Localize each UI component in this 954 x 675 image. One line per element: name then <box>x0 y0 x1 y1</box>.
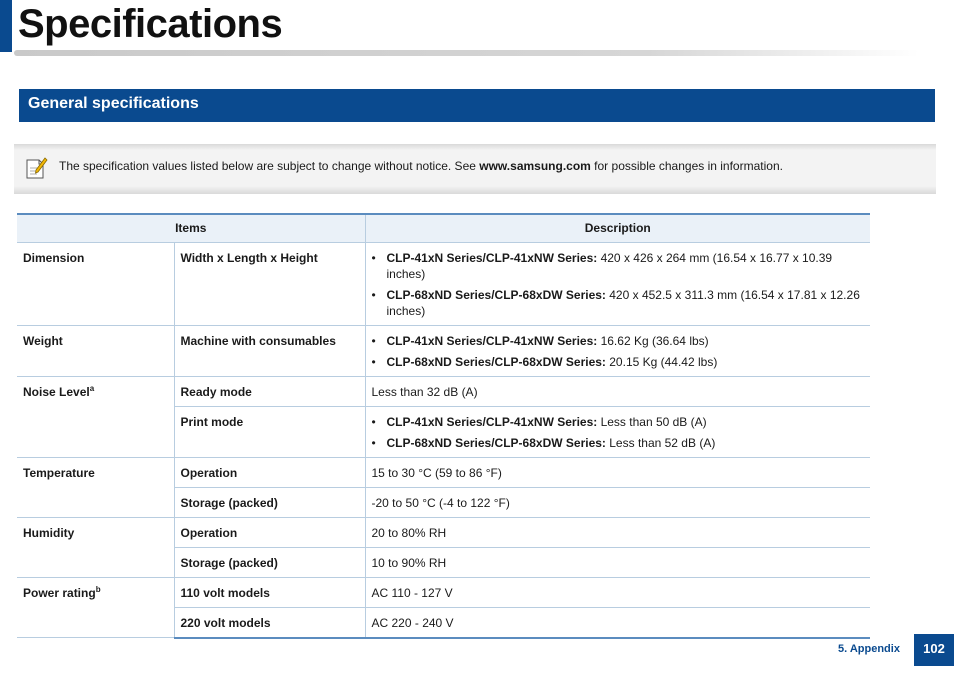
row-sub-print-mode: Print mode <box>174 406 365 457</box>
row-value-weight <box>365 325 870 376</box>
note-pencil-icon <box>24 155 48 181</box>
row-value-hum-storage: 10 to 90% RH <box>365 547 870 577</box>
samsung-link[interactable]: www.samsung.com <box>479 159 591 173</box>
row-sub-hum-storage: Storage (packed) <box>174 547 365 577</box>
note-text: The specification values listed below are subject to change without notice. See www.samsung.com for possible changes in information. <box>59 159 783 173</box>
header-accent-bar <box>0 0 12 52</box>
list-item: • CLP-68xND Series/CLP-68xDW Series: Less than 52 dB (A) <box>372 435 865 451</box>
table-header-row <box>17 214 870 242</box>
footer-section-label: 5. Appendix <box>838 643 900 655</box>
section-header <box>19 89 935 122</box>
row-label-temperature: Temperature <box>17 457 174 517</box>
row-value-dimension <box>365 242 870 325</box>
row-value-hum-operation: 20 to 80% RH <box>365 517 870 547</box>
list-item: • CLP-41xN Series/CLP-41xNW Series: 16.62 Kg (36.64 lbs) <box>372 333 865 349</box>
note-box <box>14 144 936 194</box>
header-description: Description <box>365 214 870 242</box>
table-row <box>17 242 870 325</box>
row-sub-hum-operation: Operation <box>174 517 365 547</box>
spec-table <box>17 213 870 639</box>
list-item: • CLP-68xND Series/CLP-68xDW Series: 420 x 452.5 x 311.3 mm (16.54 x 17.81 x 12.26 inches) <box>372 287 865 319</box>
section-title: General specifications <box>28 95 199 112</box>
row-label-noise: Noise Level$^a$ <box>17 376 174 457</box>
list-item: • CLP-68xND Series/CLP-68xDW Series: 20.15 Kg (44.42 lbs) <box>372 354 865 370</box>
row-value-print-mode <box>365 406 870 457</box>
row-label-power: Power rating$^b$ <box>17 577 174 638</box>
table-row <box>17 325 870 376</box>
table-row <box>17 376 870 406</box>
page-title: Specifications <box>18 2 283 46</box>
row-sub-temp-storage: Storage (packed) <box>174 487 365 517</box>
row-label-humidity: Humidity <box>17 517 174 577</box>
table-row <box>17 517 870 547</box>
list-item: • CLP-41xN Series/CLP-41xNW Series: Less than 50 dB (A) <box>372 414 865 430</box>
row-label-dimension: Dimension <box>17 242 174 325</box>
title-divider <box>14 50 919 56</box>
list-item: • CLP-41xN Series/CLP-41xNW Series: 420 x 426 x 264 mm (16.54 x 16.77 x 10.39 inches) <box>372 250 865 282</box>
row-label-weight: Weight <box>17 325 174 376</box>
row-sub-ready-mode: Ready mode <box>174 376 365 406</box>
footnote-a: a <box>89 383 95 393</box>
footnote-b: b <box>95 584 101 594</box>
row-sub-220v: 220 volt models <box>174 607 365 638</box>
page-number: 102 <box>914 634 954 666</box>
row-sub-weight: Machine with consumables <box>174 325 365 376</box>
row-sub-temp-operation: Operation <box>174 457 365 487</box>
row-sub-dimension: Width x Length x Height <box>174 242 365 325</box>
row-value-110v: AC 110 - 127 V <box>365 577 870 607</box>
table-row <box>17 577 870 607</box>
table-row <box>17 457 870 487</box>
row-value-ready-mode: Less than 32 dB (A) <box>365 376 870 406</box>
row-value-temp-storage: -20 to 50 °C (-4 to 122 °F) <box>365 487 870 517</box>
row-value-220v: AC 220 - 240 V <box>365 607 870 638</box>
header-items: Items <box>17 214 365 242</box>
row-sub-110v: 110 volt models <box>174 577 365 607</box>
row-value-temp-operation: 15 to 30 °C (59 to 86 °F) <box>365 457 870 487</box>
